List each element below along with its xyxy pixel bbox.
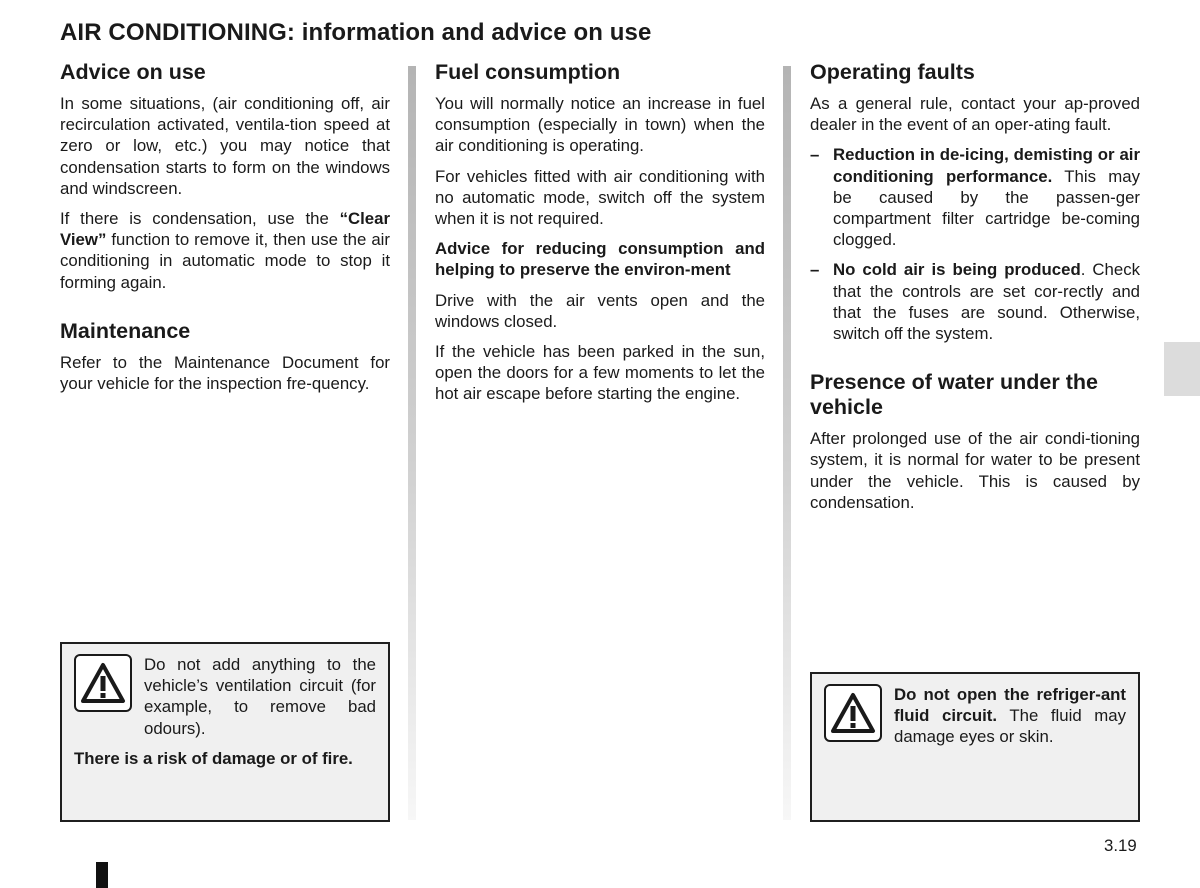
column-right: [810, 60, 1140, 522]
page-title: AIR CONDITIONING: information and advice on use: [60, 19, 652, 46]
page-number: 3.19: [1104, 836, 1137, 855]
fault-item-text: This may be caused by the passen-ger compartment filter cartridge be-coming clogged.: [833, 166, 1140, 250]
advice-paragraph-2: [60, 208, 390, 293]
maintenance-heading: Maintenance: [60, 318, 191, 343]
fault-item: [810, 144, 1140, 250]
dash-bullet: –: [810, 145, 820, 165]
warning-triangle-icon: [74, 654, 132, 712]
warning-2-bold: Do not open the refriger-ant fluid circuit.: [894, 685, 1126, 726]
column-middle: [435, 60, 765, 414]
warning-box-ventilation: [60, 642, 390, 822]
fault-item-title: Reduction in de-icing, demisting or air conditioning performance.: [833, 145, 1140, 186]
fuel-heading: Fuel consumption: [435, 60, 621, 84]
fuel-subheading: [435, 238, 765, 280]
water-paragraph: After prolonged use of the air condi-tioning system, it is normal for water to be present under the vehicle. This is caused by condensation.: [810, 429, 1140, 512]
fault-item-text: . Check that the controls are set cor-rectly and that the fuses are sound. Otherwise, switch off the system.: [833, 260, 1140, 344]
fuel-paragraph-3: Drive with the air vents open and the windows closed.: [435, 290, 765, 331]
fuel-subheading-text: Advice for reducing consumption and helping to preserve the environ-ment: [435, 239, 765, 280]
faults-heading: Operating faults: [810, 60, 975, 84]
dash-bullet: –: [810, 260, 820, 280]
water-heading: Presence of water under the vehicle: [810, 370, 1098, 420]
advice-p2-end: function to remove it, then use the air conditioning in automatic mode to stop it forming again.: [60, 230, 390, 292]
warning-1-text: Do not add anything to the vehicle’s ventilation circuit (for example, to remove bad odours).: [144, 655, 376, 738]
fuel-paragraph-4: If the vehicle has been parked in the sun, open the doors for a few moments to let the hot air escape before starting the engine.: [435, 342, 765, 404]
clear-view-term: “Clear View”: [60, 209, 390, 250]
advice-paragraph-1: In some situations, (air conditioning off, air recirculation activated, ventila-tion speed at zero or low, etc.) you may notice that condensation starts to form on the windows and windscreen.: [60, 94, 390, 198]
fault-item: [810, 259, 1140, 344]
warning-1-bold: [74, 748, 376, 769]
fuel-paragraph-2: For vehicles fitted with air conditioning with no automatic mode, switch off the system when it is not required.: [435, 166, 765, 229]
fuel-paragraph-1: You will normally notice an increase in fuel consumption (especially in town) when the air conditioning is operating.: [435, 94, 765, 156]
print-crop-mark: [96, 862, 108, 888]
advice-p2-start: If there is condensation, use the: [60, 209, 340, 229]
fault-item-title: No cold air is being produced: [833, 260, 1081, 280]
maintenance-paragraph: Refer to the Maintenance Document for your vehicle for the inspection fre-quency.: [60, 352, 390, 394]
advice-heading: Advice on use: [60, 60, 206, 84]
warning-box-refrigerant: [810, 672, 1140, 822]
column-divider: [408, 66, 416, 820]
warning-1-bold-text: There is a risk of damage or of fire.: [74, 748, 353, 768]
column-divider: [783, 66, 791, 820]
column-left: [60, 60, 390, 403]
warning-2-rest: The fluid may damage eyes or skin.: [894, 706, 1126, 747]
section-tab-marker: [1164, 342, 1200, 396]
faults-paragraph: As a general rule, contact your ap-proved dealer in the event of an oper-ating fault.: [810, 94, 1140, 135]
warning-triangle-icon: [824, 684, 882, 742]
